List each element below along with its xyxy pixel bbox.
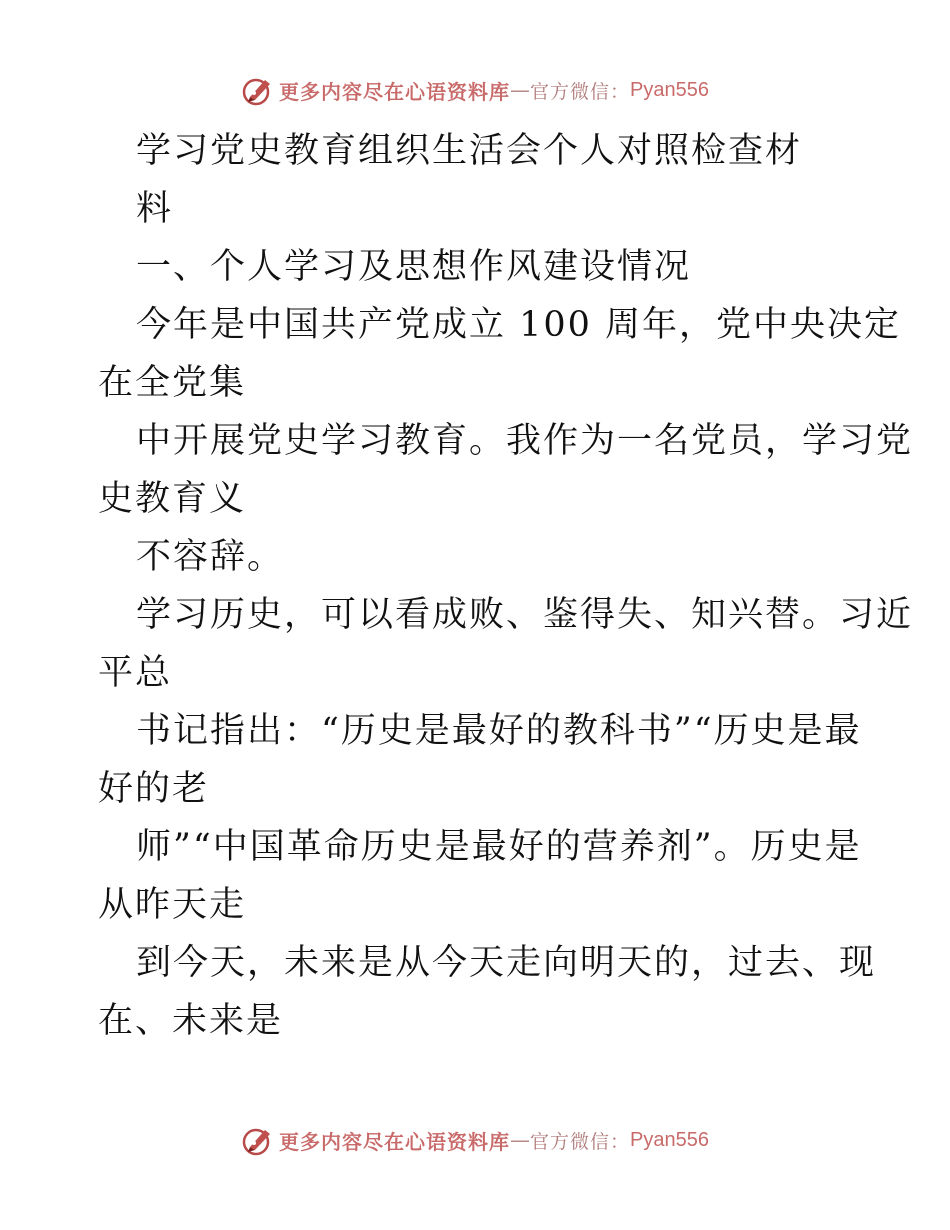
pen-logo-icon xyxy=(241,73,275,107)
paragraph-line: 史教育义 xyxy=(98,479,247,519)
watermark-separator: — xyxy=(510,78,530,102)
watermark-wechat-id: Pyan556 xyxy=(630,1128,709,1151)
paragraph-line: 师”“中国革命历史是最好的营养剂”。历史是 xyxy=(136,827,862,867)
watermark-wechat-id: Pyan556 xyxy=(630,78,709,101)
paragraph-line: 中开展党史学习教育。我作为一名党员，学习党 xyxy=(136,421,914,461)
watermark-site-text: 更多内容尽在心语资料库 xyxy=(279,1129,510,1154)
watermark-wechat-label: 官方微信： xyxy=(530,1130,631,1153)
doc-title-line-2: 料 xyxy=(136,189,174,229)
footer-watermark xyxy=(0,1120,950,1160)
paragraph-line: 平总 xyxy=(98,653,173,693)
section-heading: 一、个人学习及思想作风建设情况 xyxy=(136,247,692,287)
header-watermark xyxy=(0,70,950,110)
paragraph-line: 书记指出：“历史是最好的教科书”“历史是最 xyxy=(136,711,862,751)
paragraph-line: 在、未来是 xyxy=(98,1001,284,1041)
paragraph-line: 好的老 xyxy=(98,769,210,809)
pen-logo-icon xyxy=(241,1123,275,1157)
watermark-separator: — xyxy=(510,1128,530,1152)
doc-title-line-1: 学习党史教育组织生活会个人对照检查材 xyxy=(136,131,803,171)
paragraph-line: 今年是中国共产党成立 100 周年，党中央决定 xyxy=(136,305,902,345)
document-body xyxy=(98,122,914,1050)
paragraph-line: 在全党集 xyxy=(98,363,247,403)
watermark-site-text: 更多内容尽在心语资料库 xyxy=(279,79,510,104)
paragraph-line: 学习历史，可以看成败、鉴得失、知兴替。习近 xyxy=(136,595,914,635)
watermark-wechat-label: 官方微信： xyxy=(530,80,631,103)
paragraph-line: 从昨天走 xyxy=(98,885,247,925)
paragraph-line: 到今天，未来是从今天走向明天的，过去、现 xyxy=(136,943,877,983)
paragraph-line: 不容辞。 xyxy=(136,537,285,577)
